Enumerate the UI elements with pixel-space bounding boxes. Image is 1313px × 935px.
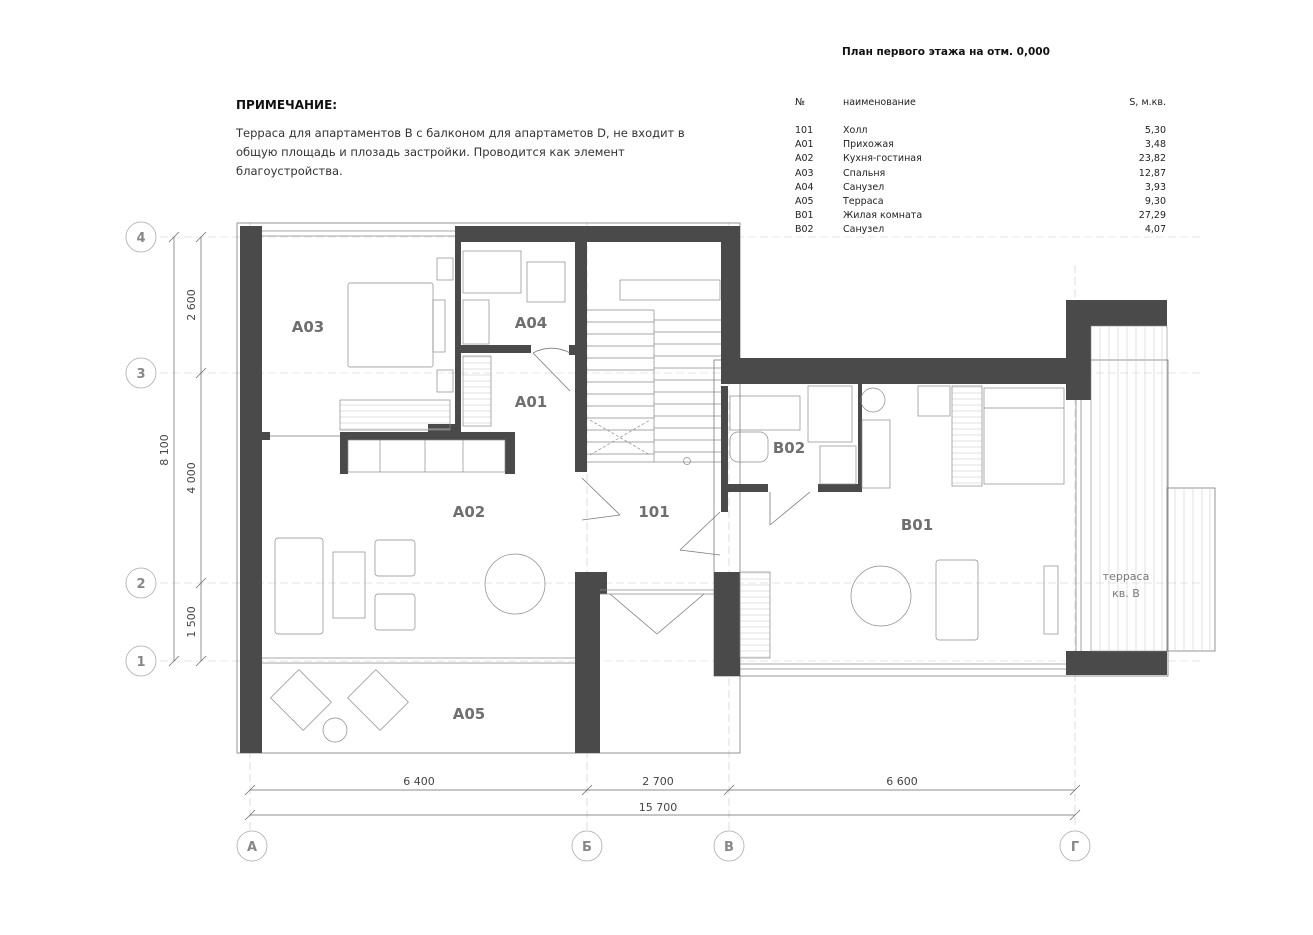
note-text: Терраса для апартаментов В с балконом для апартаметов D, не входит в общую площадь и плозадь застройки. Проводится как элемент благоустройства. — [236, 126, 685, 178]
row-num: А04 — [795, 181, 814, 193]
row-num: А01 — [795, 139, 814, 151]
header-area: S, м.кв. — [1129, 97, 1166, 108]
dim-horizontal-d2: 2 700 — [642, 775, 674, 788]
dim-horizontal-d1: 6 400 — [403, 775, 435, 788]
axis-col-v: В — [724, 840, 734, 855]
row-area: 5,30 — [1144, 125, 1166, 136]
header-name: наименование — [843, 97, 916, 108]
dim-horizontal-d3: 6 600 — [886, 775, 918, 788]
row-num: А03 — [795, 167, 814, 179]
row-num: В01 — [795, 210, 814, 222]
room-label-a05: А05 — [452, 705, 486, 723]
note-heading: ПРИМЕЧАНИЕ: — [236, 98, 338, 112]
axis-grid — [160, 222, 1200, 830]
row-area: 3,93 — [1144, 181, 1166, 193]
room-label-a03: А03 — [291, 318, 325, 336]
row-name: Терраса — [843, 195, 884, 207]
axis-row-1: 1 — [136, 655, 146, 670]
walls — [240, 226, 1167, 753]
axis-col-a: А — [246, 840, 258, 855]
axis-bubbles — [126, 222, 1090, 861]
axis-row-3: 3 — [136, 367, 146, 382]
row-name: Жилая комната — [843, 210, 923, 222]
terrace-label-line2: кв. В — [1112, 587, 1140, 600]
row-area: 9,30 — [1144, 195, 1166, 207]
sheet-title: План первого этажа на отм. 0,000 — [842, 46, 1050, 58]
row-name: Спальня — [843, 167, 886, 179]
row-name: Холл — [843, 125, 868, 136]
row-num: В02 — [795, 224, 814, 236]
room-label-b02: В02 — [772, 439, 806, 457]
axis-col-b: Б — [582, 840, 592, 855]
terrace-deck — [1091, 326, 1210, 651]
row-name: Санузел — [843, 224, 885, 236]
room-label-101: 101 — [638, 503, 670, 521]
row-area: 27,29 — [1138, 210, 1166, 222]
room-label-a02: А02 — [452, 503, 486, 521]
room-label-a01: А01 — [514, 393, 548, 411]
dim-vertical-d3: 1 500 — [185, 606, 198, 638]
row-area: 3,48 — [1144, 139, 1166, 151]
axis-col-g: Г — [1070, 840, 1080, 855]
row-num: А02 — [795, 153, 814, 165]
row-num: 101 — [795, 125, 814, 136]
dim-horizontal-total: 15 700 — [638, 801, 678, 814]
terrace-label — [1103, 570, 1150, 600]
furniture — [271, 251, 1064, 742]
row-area: 12,87 — [1138, 167, 1166, 179]
row-area: 23,82 — [1138, 153, 1166, 165]
room-label-a04: А04 — [514, 314, 548, 332]
row-num: А05 — [795, 195, 814, 207]
row-name: Санузел — [843, 181, 885, 193]
row-area: 4,07 — [1144, 224, 1166, 236]
axis-row-2: 2 — [136, 577, 146, 592]
row-name: Прихожая — [843, 139, 894, 151]
dim-vertical-d1: 2 600 — [185, 289, 198, 321]
staircase — [587, 280, 721, 465]
dim-vertical-total: 8 100 — [158, 434, 171, 466]
row-name: Кухня-гостиная — [843, 153, 922, 165]
room-label-b01: В01 — [900, 516, 934, 534]
dim-vertical-d2: 4 000 — [185, 462, 198, 494]
header-num: № — [795, 97, 805, 108]
terrace-label-line1: терраса — [1102, 570, 1150, 583]
axis-row-4: 4 — [136, 231, 146, 246]
